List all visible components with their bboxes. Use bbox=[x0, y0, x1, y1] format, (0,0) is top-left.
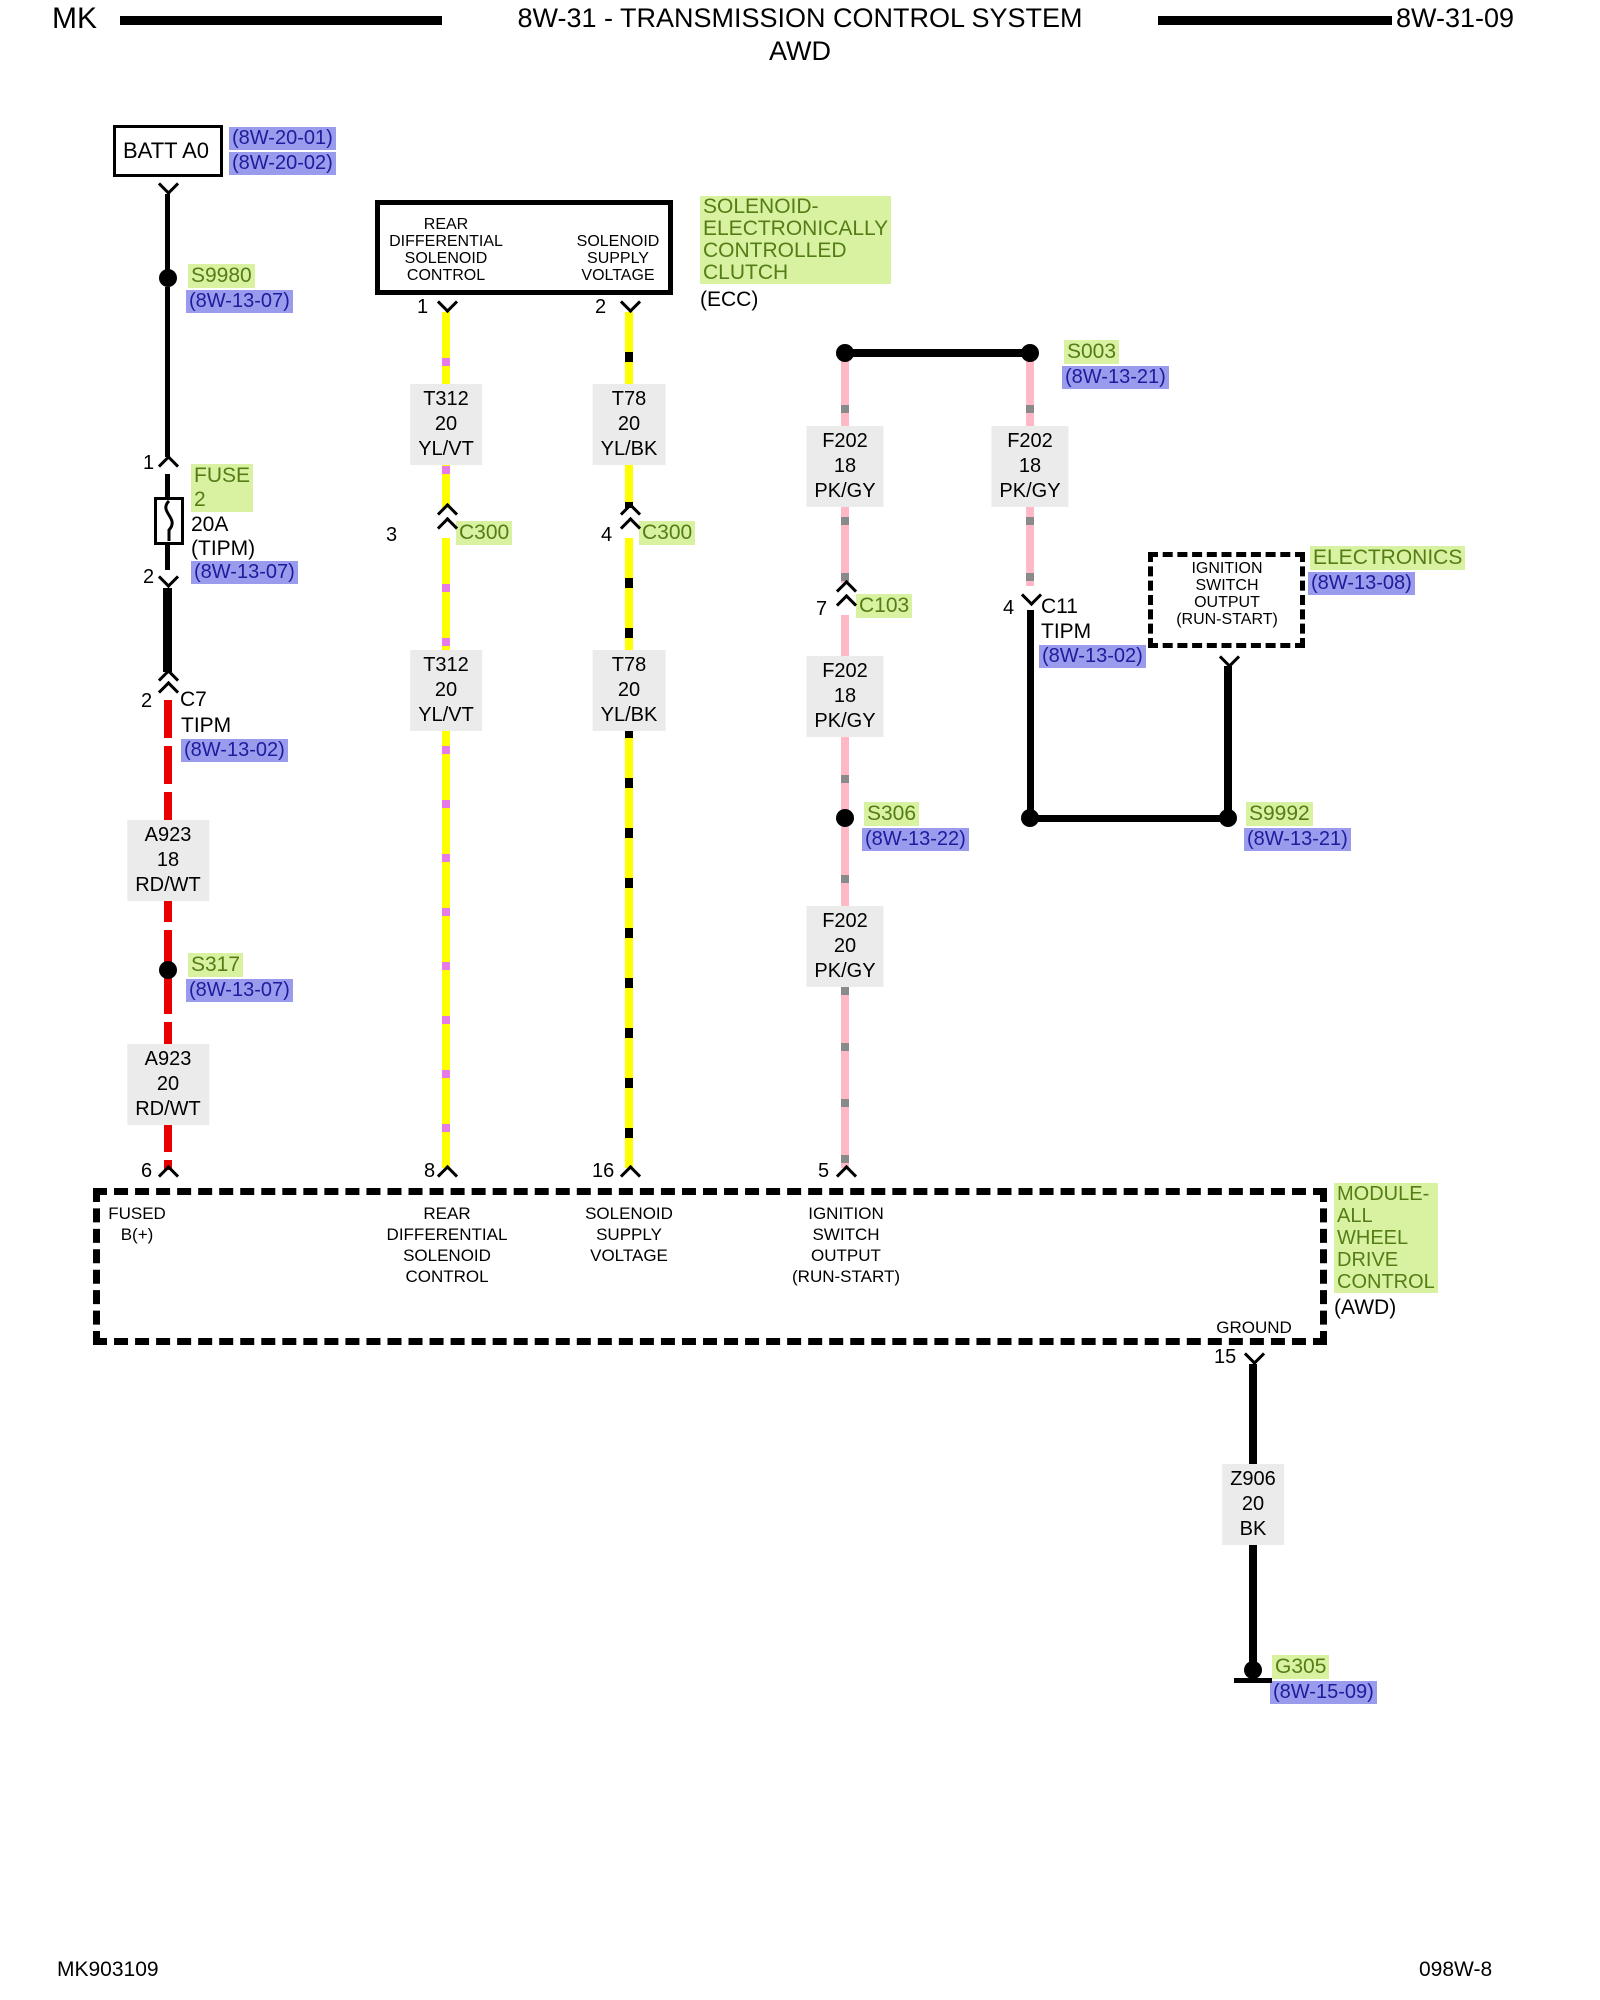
wire-s9980-to-fuse bbox=[165, 287, 170, 457]
wire-arrow-to-fusebox bbox=[165, 474, 170, 497]
wire-t78-lower bbox=[625, 538, 633, 1168]
connector-c11-arrow-icon bbox=[1021, 585, 1042, 606]
splice-dot-s003-right bbox=[1021, 344, 1039, 362]
splice-s9992-label: S9992 bbox=[1246, 802, 1313, 826]
ecc-pin1-label: REAR DIFFERENTIAL SOLENOID CONTROL bbox=[389, 216, 503, 284]
splice-s9980-ref: (8W-13-07) bbox=[186, 290, 293, 313]
wire-label-f202-18-left-lower: F202 18 PK/GY bbox=[806, 656, 883, 737]
awd-module-box bbox=[93, 1188, 1327, 1345]
connector-c300-right-name: C300 bbox=[639, 521, 695, 545]
electronics-ref: (8W-13-08) bbox=[1308, 572, 1415, 595]
module-pin6-label: FUSED B(+) bbox=[108, 1204, 166, 1244]
connector-c300-right-pin: 4 bbox=[601, 524, 613, 546]
module-pin16-number: 16 bbox=[592, 1160, 615, 1182]
wire-fuse-to-c7 bbox=[163, 588, 172, 672]
fuse-symbol-icon bbox=[157, 500, 181, 542]
connector-c300-left-pin: 3 bbox=[386, 524, 398, 546]
footer-doc-code: MK903109 bbox=[57, 1958, 159, 1981]
ecc-pin2-number: 2 bbox=[595, 296, 607, 318]
connector-c7-ref: (8W-13-02) bbox=[181, 739, 288, 762]
connector-c7-location: TIPM bbox=[181, 714, 232, 737]
battery-label: BATT A0 bbox=[123, 138, 210, 163]
fuse-location: (TIPM) bbox=[191, 537, 256, 560]
connector-c7-arrow-icon-2 bbox=[158, 681, 179, 702]
connector-c300-left-name: C300 bbox=[456, 521, 512, 545]
splice-s9992-ref: (8W-13-21) bbox=[1244, 828, 1351, 851]
wire-z906-lower bbox=[1249, 1542, 1257, 1662]
ecc-pin2-arrow-icon bbox=[620, 292, 641, 313]
wire-ignition-to-s9992 bbox=[1224, 666, 1232, 818]
header-rule-left bbox=[120, 16, 442, 25]
connector-c103-name: C103 bbox=[856, 594, 912, 618]
connector-c7-name: C7 bbox=[180, 688, 207, 711]
wire-f202-left-lower bbox=[841, 827, 849, 1168]
module-pin6-number: 6 bbox=[141, 1160, 153, 1182]
splice-s003-ref: (8W-13-21) bbox=[1062, 366, 1169, 389]
module-pin16-arrow-icon bbox=[620, 1165, 641, 1186]
splice-dot-s003-left bbox=[836, 344, 854, 362]
wire-label-f202-20: F202 20 PK/GY bbox=[806, 906, 883, 987]
module-pin8-label: REAR DIFFERENTIAL SOLENOID CONTROL bbox=[386, 1204, 508, 1286]
splice-s306-ref: (8W-13-22) bbox=[862, 828, 969, 851]
battery-ref-1: (8W-20-01) bbox=[229, 127, 336, 150]
fuse-pin-out-number: 2 bbox=[143, 566, 155, 588]
wire-label-t312-lower: T312 20 YL/VT bbox=[410, 650, 482, 731]
splice-s9980-label: S9980 bbox=[188, 264, 255, 288]
awd-module-title: MODULE- ALL WHEEL DRIVE CONTROL bbox=[1334, 1183, 1438, 1293]
page-subtitle: AWD bbox=[769, 36, 831, 66]
connector-c11-ref: (8W-13-02) bbox=[1039, 645, 1146, 668]
wire-t312-lower bbox=[442, 538, 450, 1168]
wire-label-f202-18-left-upper: F202 18 PK/GY bbox=[806, 426, 883, 507]
ecc-title: SOLENOID- ELECTRONICALLY CONTROLLED CLUTCH bbox=[700, 196, 891, 284]
wire-label-f202-18-right: F202 18 PK/GY bbox=[991, 426, 1068, 507]
ignition-output-arrow-icon bbox=[1219, 647, 1240, 668]
module-pin15-number: 15 bbox=[1214, 1346, 1237, 1368]
awd-module-subtitle: (AWD) bbox=[1334, 1296, 1397, 1319]
fuse-box bbox=[154, 497, 184, 545]
module-pin8-arrow-icon bbox=[437, 1165, 458, 1186]
ignition-switch-output-label: IGNITION SWITCH OUTPUT (RUN-START) bbox=[1176, 560, 1278, 628]
connector-c300-right-arrow-icon-2 bbox=[620, 517, 641, 538]
ecc-pin1-number: 1 bbox=[417, 296, 429, 318]
module-pin5-label: IGNITION SWITCH OUTPUT (RUN-START) bbox=[792, 1204, 900, 1286]
ecc-subtitle: (ECC) bbox=[700, 288, 759, 311]
ecc-pin1-arrow-icon bbox=[437, 292, 458, 313]
wire-batt-to-s9980 bbox=[165, 194, 170, 270]
battery-pin-arrow-icon bbox=[158, 174, 179, 195]
connector-c7-pin: 2 bbox=[141, 690, 153, 712]
wire-label-a923-18: A923 18 RD/WT bbox=[127, 820, 209, 901]
splice-dot-s317 bbox=[159, 961, 177, 979]
connector-c300-left-arrow-icon-2 bbox=[437, 517, 458, 538]
connector-c11-pin: 4 bbox=[1003, 597, 1015, 619]
splice-dot-s9992 bbox=[1219, 809, 1237, 827]
wire-z906-upper bbox=[1249, 1364, 1257, 1466]
electronics-title: ELECTRONICS bbox=[1310, 546, 1465, 570]
fuse-rating: 20A bbox=[191, 513, 229, 536]
wire-c11-to-s9992 bbox=[1027, 610, 1034, 818]
ground-g305-label: G305 bbox=[1272, 1655, 1329, 1679]
wire-s9992-bridge bbox=[1030, 815, 1228, 822]
connector-c11-location: TIPM bbox=[1041, 620, 1092, 643]
splice-s317-label: S317 bbox=[188, 953, 243, 977]
splice-s317-ref: (8W-13-07) bbox=[186, 979, 293, 1002]
splice-s306-label: S306 bbox=[864, 802, 919, 826]
fuse-pin-in-number: 1 bbox=[143, 452, 155, 474]
footer-sheet-code: 098W-8 bbox=[1419, 1958, 1493, 1981]
connector-c103-pin: 7 bbox=[816, 598, 828, 620]
module-pin5-arrow-icon bbox=[836, 1165, 857, 1186]
splice-dot-c11-junction bbox=[1021, 809, 1039, 827]
header-page-code: 8W-31-09 bbox=[1396, 3, 1515, 33]
battery-ref-2: (8W-20-02) bbox=[229, 152, 336, 175]
splice-dot-s9980 bbox=[159, 269, 177, 287]
module-pin15-label: GROUND bbox=[1216, 1318, 1292, 1337]
fuse-pin-in-arrow-icon bbox=[158, 455, 179, 476]
header-vehicle-code: MK bbox=[52, 2, 97, 35]
module-pin5-number: 5 bbox=[818, 1160, 830, 1182]
wire-label-a923-20: A923 20 RD/WT bbox=[127, 1044, 209, 1125]
ground-dot-g305 bbox=[1244, 1661, 1262, 1679]
module-pin6-arrow-icon bbox=[158, 1165, 179, 1186]
ecc-pin2-label: SOLENOID SUPPLY VOLTAGE bbox=[576, 233, 660, 284]
wire-label-t78-lower: T78 20 YL/BK bbox=[593, 650, 666, 731]
fuse-ref: (8W-13-07) bbox=[191, 561, 298, 584]
fuse-name-label: FUSE 2 bbox=[191, 464, 253, 512]
fuse-pin-out-arrow-icon bbox=[158, 567, 179, 588]
connector-c103-arrow-icon-2 bbox=[836, 594, 857, 615]
connector-c11-name: C11 bbox=[1041, 595, 1078, 618]
wire-label-z906: Z906 20 BK bbox=[1222, 1464, 1284, 1545]
splice-dot-s306 bbox=[836, 809, 854, 827]
wire-s003-bridge bbox=[845, 349, 1030, 357]
ground-g305-ref: (8W-15-09) bbox=[1270, 1681, 1377, 1704]
wire-label-t312-upper: T312 20 YL/VT bbox=[410, 384, 482, 465]
wire-label-t78-upper: T78 20 YL/BK bbox=[593, 384, 666, 465]
page-title: 8W-31 - TRANSMISSION CONTROL SYSTEM bbox=[517, 3, 1083, 33]
module-pin15-arrow-icon bbox=[1244, 1344, 1265, 1365]
module-pin16-label: SOLENOID SUPPLY VOLTAGE bbox=[585, 1204, 673, 1265]
splice-s003-label: S003 bbox=[1064, 340, 1119, 364]
header-rule-right bbox=[1158, 16, 1392, 25]
module-pin8-number: 8 bbox=[424, 1160, 436, 1182]
